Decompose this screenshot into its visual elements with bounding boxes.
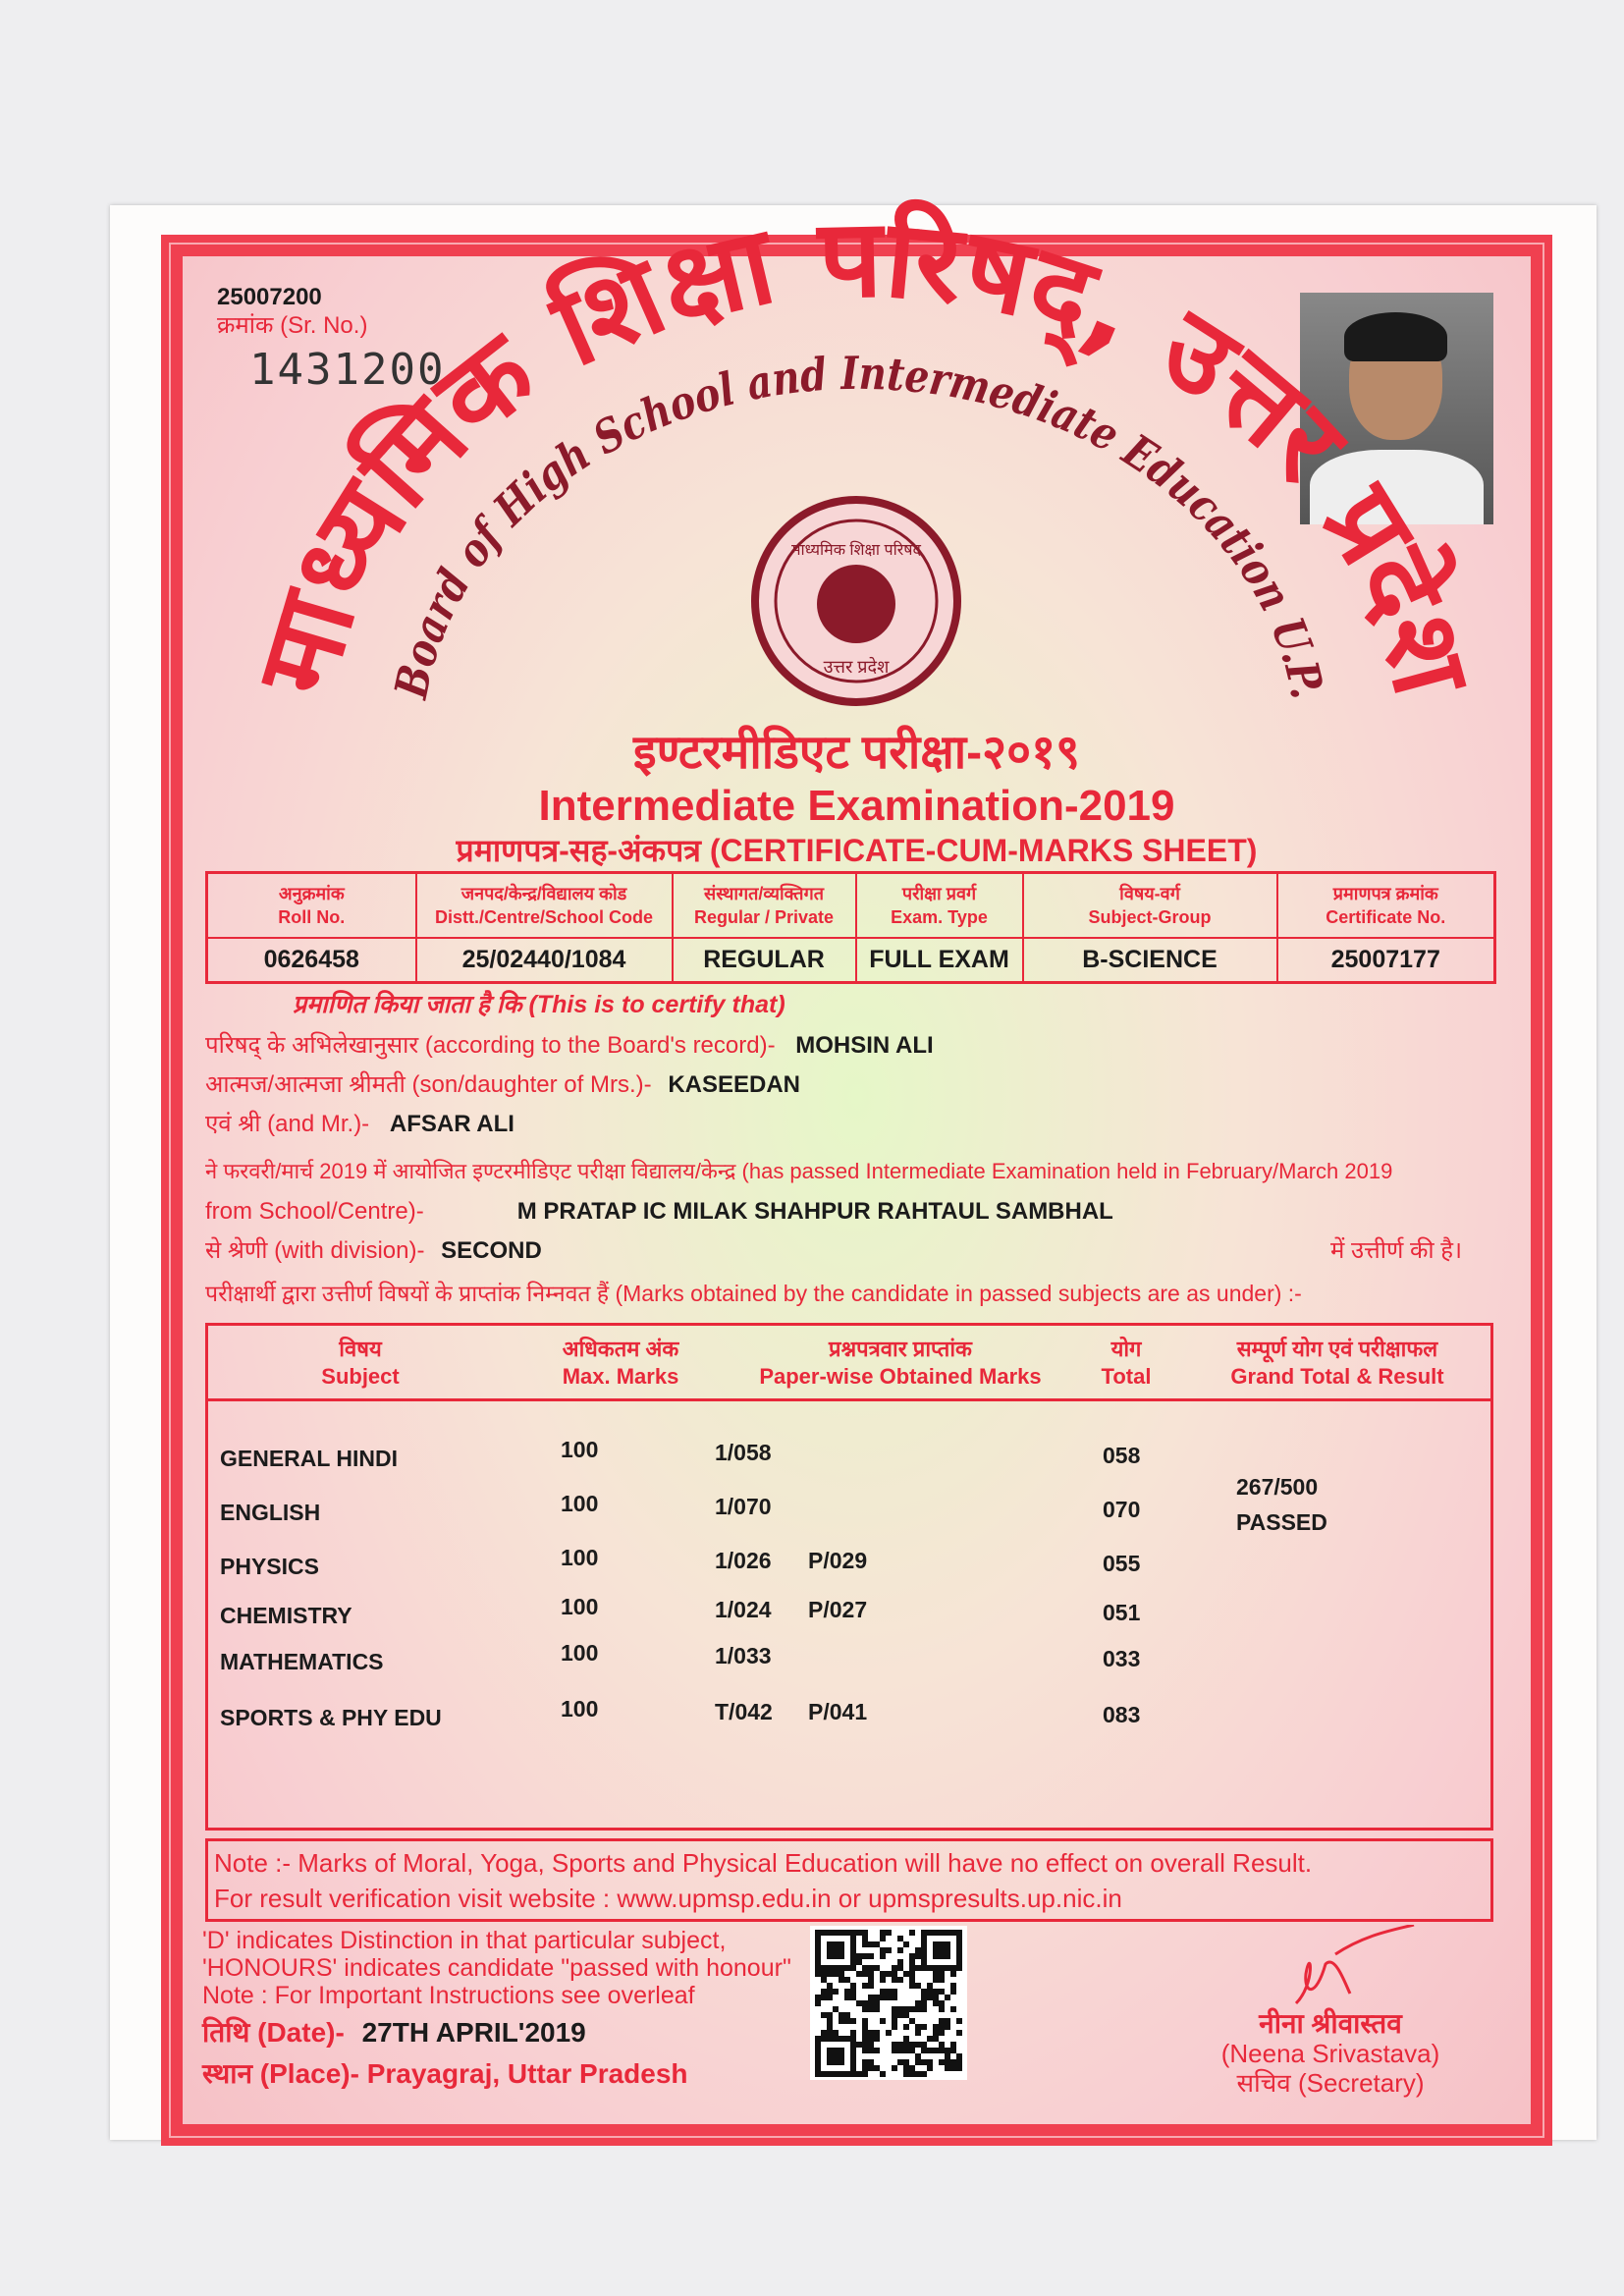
marks-subject: CHEMISTRY xyxy=(220,1603,352,1628)
marks-p2: P/027 xyxy=(808,1597,868,1622)
marks-total: 051 xyxy=(1103,1600,1141,1625)
candidate-info-table xyxy=(205,871,1496,984)
marks-total: 033 xyxy=(1103,1646,1141,1671)
place: स्थान (Place)- Prayagraj, Uttar Pradesh xyxy=(202,2058,688,2089)
serial-label: क्रमांक (Sr. No.) xyxy=(217,312,368,339)
grand-total: 267/500 xyxy=(1236,1474,1319,1500)
marks-total: 055 xyxy=(1103,1551,1141,1576)
marks-p1: 1/026 xyxy=(715,1548,772,1573)
name-label: परिषद् के अभिलेखानुसार (according to the Board's record)- xyxy=(205,1032,776,1059)
marks-subject: MATHEMATICS xyxy=(220,1649,384,1674)
marks-subject: ENGLISH xyxy=(220,1500,321,1525)
division: SECOND xyxy=(441,1237,542,1264)
marks-p1: 1/070 xyxy=(715,1494,772,1519)
marks-total: 083 xyxy=(1103,1702,1141,1727)
marks-total: 070 xyxy=(1103,1497,1141,1522)
marks-p1: 1/033 xyxy=(715,1643,772,1668)
marks-subject: PHYSICS xyxy=(220,1554,319,1579)
marks-p2: P/029 xyxy=(808,1548,868,1573)
passed-line: ने फरवरी/मार्च 2019 में आयोजित इण्टरमीडिएट परीक्षा विद्यालय/केन्द्र (has passed Intermediate Examination held in February/March 2019 xyxy=(205,1159,1393,1183)
signatory xyxy=(1183,2009,1478,2098)
father-label: एवं श्री (and Mr.)- xyxy=(205,1111,370,1137)
svg-text:उत्तर प्रदेश: उत्तर प्रदेश xyxy=(823,657,890,677)
serial-top: 25007200 xyxy=(217,284,322,310)
exam-title-english: Intermediate Examination-2019 xyxy=(538,782,1175,830)
signatory-name-hindi: नीना श्रीवास्तव xyxy=(1259,2008,1402,2039)
school-name: M PRATAP IC MILAK SHAHPUR RAHTAUL SAMBHAL xyxy=(516,1198,1113,1225)
passed-suffix: में उत्तीर्ण की है। xyxy=(1330,1237,1463,1264)
marks-subject: SPORTS & PHY EDU xyxy=(220,1705,442,1730)
issue-date: 27TH APRIL'2019 xyxy=(361,2017,586,2048)
header-grand-total: सम्पूर्ण योग एवं परीक्षाफल Grand Total & Result xyxy=(1230,1337,1444,1389)
board-emblem xyxy=(755,500,957,702)
instructions-note: Note : For Important Instructions see overleaf xyxy=(202,1982,695,2009)
mother-name: KASEEDAN xyxy=(668,1071,800,1098)
marks-max: 100 xyxy=(561,1640,599,1666)
header-max-marks: अधिकतम अंक Max. Marks xyxy=(562,1337,679,1389)
header-subject: विषय Subject xyxy=(321,1337,400,1389)
header-certificate-no: प्रमाणपत्र क्रमांक Certificate No. xyxy=(1277,873,1495,938)
result: PASSED xyxy=(1236,1509,1327,1535)
marks-max: 100 xyxy=(561,1594,599,1619)
father-name: AFSAR ALI xyxy=(389,1111,514,1137)
signatory-designation: सचिव (Secretary) xyxy=(1236,2068,1425,2098)
header-roll-no: अनुक्रमांक Roll No. xyxy=(207,873,416,938)
marks-max: 100 xyxy=(561,1545,599,1570)
certificate-no: 25007177 xyxy=(1277,938,1495,983)
serial-number: 1431200 xyxy=(249,345,446,395)
exam-title-hindi: इण्टरमीडिएट परीक्षा-२०१९ xyxy=(633,727,1080,779)
marks-p2: P/041 xyxy=(808,1699,868,1724)
marks-max: 100 xyxy=(561,1696,599,1722)
header-regular-private: संस्थागत/व्यक्तिगत Regular / Private xyxy=(673,873,856,938)
regular-private: REGULAR xyxy=(673,938,856,983)
verification-qr-code[interactable] xyxy=(810,1926,967,2080)
distinction-note: 'D' indicates Distinction in that particular subject, xyxy=(202,1927,727,1954)
board-name-english: Board of High School and Intermediate Education U.P. xyxy=(384,346,1335,705)
marks-max: 100 xyxy=(561,1437,599,1462)
footer-notes xyxy=(202,1927,791,2009)
honours-note: 'HONOURS' indicates candidate "passed with honour" xyxy=(202,1954,791,1982)
marks-p1: 1/024 xyxy=(715,1597,772,1622)
marks-p1: T/042 xyxy=(715,1699,773,1724)
document-type: प्रमाणपत्र-सह-अंकपत्र (CERTIFICATE-CUM-MARKS SHEET) xyxy=(456,833,1258,868)
marks-intro: परीक्षार्थी द्वारा उत्तीर्ण विषयों के प्राप्तांक निम्नवत हैं (Marks obtained by the candidate in passed subjects are as under) :- xyxy=(205,1281,1302,1306)
note-line-1: Note :- Marks of Moral, Yoga, Sports and Physical Education will have no effect on overall Result. xyxy=(214,1848,1313,1878)
header-school-code: जनपद/केन्द्र/विद्यालय कोड Distt./Centre/School Code xyxy=(416,873,673,938)
mother-label: आत्मज/आत्मजा श्रीमती (son/daughter of Mrs.)- xyxy=(205,1071,652,1098)
school-label: from School/Centre)- xyxy=(205,1198,424,1225)
certify-intro: प्रमाणित किया जाता है कि (This is to certify that) xyxy=(293,991,785,1018)
subject-group: B-SCIENCE xyxy=(1023,938,1277,983)
header-exam-type: परीक्षा प्रवर्ग Exam. Type xyxy=(856,873,1023,938)
signatory-name-english: (Neena Srivastava) xyxy=(1220,2039,1440,2068)
header-paper-marks: प्रश्नपत्रवार प्राप्तांक Paper-wise Obtained Marks xyxy=(759,1337,1042,1389)
header-subject-group: विषय-वर्ग Subject-Group xyxy=(1023,873,1277,938)
school-code: 25/02440/1084 xyxy=(416,938,673,983)
exam-type: FULL EXAM xyxy=(856,938,1023,983)
secretary-signature xyxy=(1276,1925,1434,2007)
date-label: तिथि (Date)- xyxy=(202,2017,345,2048)
board-name-hindi: माध्यमिक शिक्षा परिषद्, उत्तर प्रदेश xyxy=(232,194,1495,708)
verification-line: For result verification visit website : www.upmsp.edu.in or upmspresults.up.nic.in xyxy=(214,1884,1122,1913)
header-total: योग Total xyxy=(1101,1337,1152,1389)
roll-no: 0626458 xyxy=(207,938,416,983)
note-box xyxy=(205,1838,1493,1922)
marks-total: 058 xyxy=(1103,1443,1141,1468)
marks-p1: 1/058 xyxy=(715,1440,772,1465)
candidate-name: MOHSIN ALI xyxy=(795,1032,934,1059)
marks-table xyxy=(205,1323,1493,1831)
marks-max: 100 xyxy=(561,1491,599,1516)
marks-subject: GENERAL HINDI xyxy=(220,1446,399,1471)
svg-text:माध्यमिक शिक्षा परिषद: माध्यमिक शिक्षा परिषद xyxy=(790,542,922,559)
division-label: से श्रेणी (with division)- xyxy=(205,1237,425,1264)
